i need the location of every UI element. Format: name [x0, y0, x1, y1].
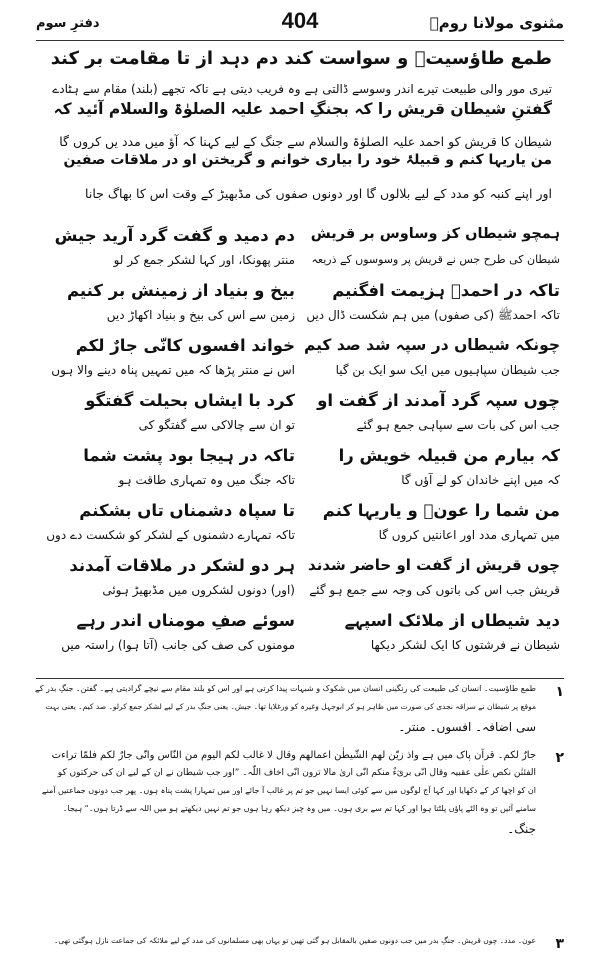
left-column-translation: (اور) دونوں لشکروں میں مڈبھیڑ ہوئی — [102, 583, 295, 597]
right-column-translation: تاکہ احمدﷺ (کی صفوں) میں ہم شکست ڈال دیں — [306, 308, 560, 322]
footnote-text-line: ان کو اچھا کر کے دکھایا اور کہا آج لوگوں میں سے کوئی ایسا نہیں جو تم پر غالب آ جائے اور میں تمہارا پشت پناہ ہوں۔ پھر جب دونوں جماعتیں آمنے — [41, 786, 536, 795]
left-column-translation: تاکہ جنگ میں وہ تمہاری طاقت ہو — [118, 473, 295, 487]
right-column-verse: چوں قریش از گفت او حاضر شدند — [308, 556, 560, 574]
footnote-text-line: موقع پر شیطان نے سراقہ نجدی کی صورت میں ظاہر ہو کر ابوجہل وغیرہ کو ورغلایا تھا۔ جیش۔ یعنی جنگِ بدر کے لیے لشکر جمع کرلو۔ صد کیم۔ یعنی بہت — [45, 702, 536, 711]
left-column — [40, 226, 295, 666]
left-column-verse: سوئے صفِ مومناں اندر رہے — [76, 611, 295, 630]
verse-line: من یاریہا کنم و قبیلۂ خود را بیاری خوانم و گریختن او در ملاقات صفین — [63, 152, 552, 168]
right-column-verse: تاکہ در احمدؐ ہزیمت افگنیم — [332, 281, 560, 300]
right-column-verse: ہمچو شیطاں کز وساوس بر قریش — [310, 226, 560, 242]
right-column-translation: قریش جب اس کی باتوں کی وجہ سے جمع ہو گئے — [309, 583, 560, 597]
right-column-verse: چوں سپہ گرد آمدند از گفت او — [317, 391, 560, 410]
right-column-translation: جب شیطان سپاہیوں میں ایک سو ایک بن گیا — [335, 363, 560, 377]
translation-line: شیطان کا قریش کو احمد علیہ الصلوٰۃ والسلام سے جنگ کے لیے کہنا کہ آؤ میں مدد یں کروں گا — [59, 134, 552, 149]
left-column-translation: منتر پھونکا، اور کہا لشکر جمع کر لو — [113, 253, 295, 267]
book-title: مثنوی مولانا رومؒ — [429, 14, 564, 32]
right-column-verse: کہ بیارم من قبیلہ خویش را — [338, 446, 560, 465]
footnote-text-line: طمع طاؤسیت۔ انسان کی طبیعت کی رنگینی انسان میں شکوک و شبہات پیدا کرتی ہے اور اس کو بلند مقام سے نیچے گرادیتی ہے۔ گفتن۔ جنگِ بدر کے — [35, 684, 536, 693]
right-column-translation: شیطان نے فرشتوں کا ایک لشکر دیکھا — [370, 638, 560, 652]
left-column-verse: ہر دو لشکر در ملاقات آمدند — [69, 556, 295, 575]
translation-line: اور اپنے کنبہ کو مدد کے لیے بلالوں گا اور دونوں صفوں کی مڈبھیڑ کے وقت اس کا بھاگ جانا — [85, 186, 552, 201]
footnote-text-line: جارٌ لکم۔ قرآن پاک میں ہے واذ زیّن لھم الشّیطٰن اعمالھم وقال لا غالب لکم الیوم من النّاس وانّی جارٌ لکم فلمّا تراءت — [51, 750, 536, 761]
footnote-text-line: جنگ۔ — [507, 822, 536, 836]
right-column-verse: دید شیطاں از ملائک اسپہے — [344, 611, 560, 630]
right-column-translation: کہ میں اپنے خاندان کو لے آؤں گا — [401, 473, 560, 487]
right-column-verse: من شما را عونؔ و یاریہا کنم — [322, 501, 560, 520]
footnote-number: ۲ — [555, 750, 564, 766]
footnote-divider — [36, 678, 564, 679]
page-header — [36, 8, 564, 38]
header-divider — [36, 40, 564, 41]
left-column-verse: تا سپاہ دشمناں تاں بشکنم — [79, 501, 295, 520]
left-column-verse: دم دمید و گفت گرد آرید جیش — [54, 226, 295, 245]
right-column — [305, 226, 560, 666]
footnote-text-line: سامنے آئیں تو وہ الٹے پاؤں پلٹتا ہوا اور کہا تم سے بری ہوں۔ میں وہ چیز دیکھ رہا ہوں جو تم نہیں دیکھتے ہو میں اللہ سے ڈرتا ہوں۔“ ہیجا۔ — [62, 804, 536, 813]
left-column-translation: اس نے منتر پڑھا کہ میں تمہیں پناہ دینے والا ہوں — [51, 363, 295, 377]
right-column-translation: جب اس کی بات سے سپاہی جمع ہو گئے — [356, 418, 560, 432]
left-column-verse: کرد با ایشاں بحیلت گفتگو — [85, 391, 295, 410]
footnote-text-line: الفئتٰن نکص علٰی عقبیہ وقال انّی بریٓءٌ منکم انّی اریٰ مالا ترون انّی اخاف اللّٰہ۔ ”اور جب شیطان نے ان کے لیے ان کی حرکتوں کو — [57, 768, 536, 778]
page-number: 404 — [281, 8, 319, 33]
footnote-number: ۳ — [555, 936, 564, 952]
right-column-verse: چونکہ شیطاں در سپہ شد صد کیم — [303, 336, 560, 354]
footnote-text-line: سی اضافہ۔ افسوں۔ منتر۔ — [398, 720, 536, 734]
left-column-verse: تاکہ در ہیجا بود پشت شما — [83, 446, 295, 465]
verse-line: گفتنِ شیطان قریش را کہ بجنگِ احمد علیہ الصلوٰۃ والسلام آئید کہ — [53, 100, 552, 118]
left-column-translation: زمین سے اس کی بیخ و بنیاد اکھاڑ دیں — [106, 308, 295, 322]
left-column-translation: تو ان سے چالاکی سے گفتگو کی — [138, 418, 295, 432]
left-column-verse: خواند افسوں کانّی جارٌ لکم — [75, 336, 295, 355]
translation-line: تیری مور والی طبیعت تیرے اندر وسوسے ڈالتی ہے وہ فریب دیتی ہے تاکہ تجھے (بلند) مقام سے ہٹادے — [52, 82, 552, 96]
footnote-text-line: عون۔ مدد۔ چوں قریش۔ جنگِ بدر میں جب دونوں صفیں بالمقابل ہو گئی تھیں تو یہاں بھی مسلمانوں کی مدد کے لیے ملائکہ کی جماعت نازل ہوگئی تھی۔ — [54, 936, 536, 945]
left-column-translation: تاکہ تمہارے دشمنوں کے لشکر کو شکست دے دوں — [46, 528, 295, 542]
right-column-translation: میں تمہاری مدد اور اعانتیں کروں گا — [378, 528, 560, 542]
footnote-number: ۱ — [555, 684, 564, 700]
right-column-translation: شیطان کی طرح جس نے قریش پر وسوسوں کے ذریعہ — [311, 253, 560, 266]
left-column-verse: بیخ و بنیاد از زمینش بر کنیم — [66, 281, 295, 300]
left-column-translation: مومنوں کی صف کی جانب (آتا ہوا) راستہ میں — [61, 638, 295, 652]
volume-label: دفترِ سوم — [36, 16, 100, 31]
verse-line: طمع طاؤسیتؔ و سواست کند دم دہد از تا مقامت بر کند — [50, 48, 552, 69]
